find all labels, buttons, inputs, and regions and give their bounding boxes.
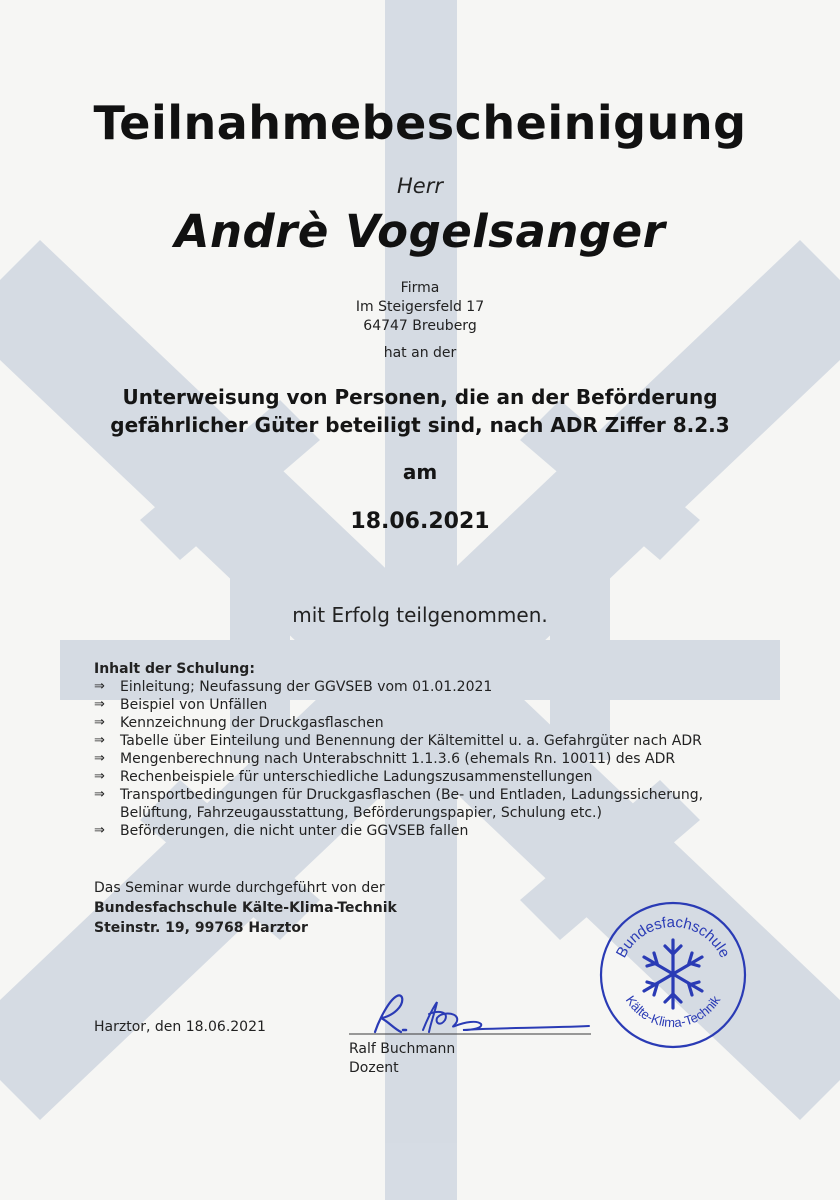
organizer-name: Bundesfachschule Kälte-Klima-Technik [94,900,397,916]
arrow-right-icon: ⇒ [94,679,105,694]
list-item [94,786,774,822]
list-item-text: Mengenberechnung nach Unterabschnitt 1.1.3.6 (ehemals Rn. 10011) des ADR [120,751,676,767]
course-title-line: gefährlicher Güter beteiligt sind, nach ADR Ziffer 8.2.3 [110,413,730,437]
course-title [0,383,840,439]
am-label: am [402,460,438,484]
participant-name: Andrè Vogelsanger [174,205,666,258]
address-line-company: Firma [400,280,440,296]
list-item-text: Beförderungen, die nicht unter die GGVSEB fallen [120,823,469,839]
course-contents [94,660,774,840]
address-line-street: Im Steigersfeld 17 [355,299,485,315]
school-stamp [598,900,748,1050]
salutation: Herr [397,174,443,198]
signer-name: Ralf Buchmann [349,1041,456,1057]
list-item [94,732,774,750]
arrow-right-icon: ⇒ [94,697,105,712]
intro-text: hat an der [383,345,457,361]
list-item-text: Transportbedingungen für Druckgasflaschen (Be- und Entladen, Ladungssicherung, Belüftung, Fahrzeugausstattung, Beförderungspapier, Schulung etc.) [120,787,704,821]
arrow-right-icon: ⇒ [94,715,105,730]
arrow-right-icon: ⇒ [94,823,105,838]
stamp-text-bottom: Kälte-Klima-Technik [622,992,724,1031]
handwritten-signature [345,990,595,1042]
list-item-text: Rechenbeispiele für unterschiedliche Ladungszusammenstellungen [120,769,593,785]
arrow-right-icon: ⇒ [94,733,105,748]
list-item [94,696,774,714]
course-date: 18.06.2021 [350,509,490,534]
address-line-city: 64747 Breuberg [363,318,477,334]
signer-role: Dozent [349,1060,399,1076]
participant-address [0,279,840,336]
organizer-intro: Das Seminar wurde durchgeführt von der [94,880,385,896]
list-item [94,768,774,786]
contents-heading: Inhalt der Schulung: [94,661,255,677]
arrow-right-icon: ⇒ [94,787,105,802]
place-and-date: Harztor, den 18.06.2021 [94,1019,266,1035]
list-item [94,822,774,840]
course-title-line: Unterweisung von Personen, die an der Beförderung [122,385,718,409]
snowflake-icon [644,940,702,1008]
list-item [94,750,774,768]
arrow-right-icon: ⇒ [94,769,105,784]
list-item [94,678,774,696]
list-item [94,714,774,732]
organizer-address: Steinstr. 19, 99768 Harztor [94,920,308,936]
list-item-text: Kennzeichnung der Druckgasflaschen [120,715,384,731]
arrow-right-icon: ⇒ [94,751,105,766]
success-text: mit Erfolg teilgenommen. [292,603,548,627]
list-item-text: Einleitung; Neufassung der GGVSEB vom 01.01.2021 [120,679,493,695]
page-title: Teilnahmebescheinigung [93,96,747,150]
list-item-text: Beispiel von Unfällen [120,697,268,713]
list-item-text: Tabelle über Einteilung und Benennung der Kältemittel u. a. Gefahrgüter nach ADR [120,733,702,749]
signer-block [349,1040,455,1078]
stamp-text-top: Bundesfachschule [612,913,734,961]
organizer-block [94,878,397,938]
